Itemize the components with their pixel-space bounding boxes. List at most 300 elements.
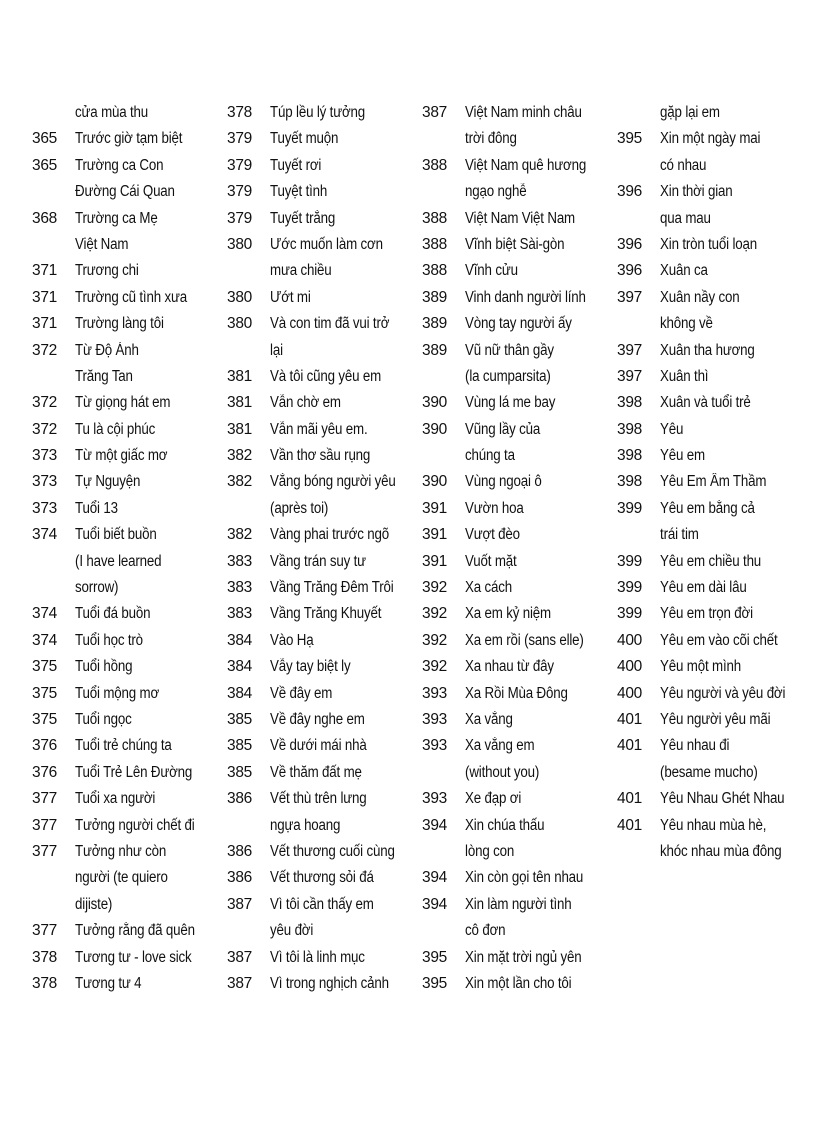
index-entry <box>212 945 419 971</box>
song-title: Vẫn chờ em <box>270 394 341 412</box>
page-number: 379 <box>227 156 252 174</box>
song-title: Trường ca Mẹ <box>75 209 158 227</box>
song-title: sorrow) <box>75 579 119 597</box>
index-entry <box>212 153 419 179</box>
song-title: Xin một lần cho tôi <box>465 974 572 992</box>
song-title: lại <box>270 341 283 359</box>
page-number: 387 <box>227 948 252 966</box>
index-entry <box>212 892 419 918</box>
song-title: Về đây em <box>270 684 333 702</box>
song-title: (I have learned <box>75 552 162 570</box>
page-number: 398 <box>617 473 642 491</box>
song-title: Và tôi cũng yêu em <box>270 367 382 385</box>
song-title: Xa vắng <box>465 710 513 728</box>
song-title: khóc nhau mùa đông <box>660 842 782 860</box>
song-title: Vũ nữ thân gầy <box>465 341 554 359</box>
index-entry <box>17 654 217 680</box>
index-entry <box>17 285 217 311</box>
song-title: Vinh danh người lính <box>465 288 586 306</box>
song-title: yêu đời <box>270 922 314 940</box>
song-title: Xa em rồi (sans elle) <box>465 631 584 649</box>
index-entry <box>17 760 217 786</box>
page-number: 390 <box>422 473 447 491</box>
song-title: Vườn hoa <box>465 499 524 517</box>
page-number: 391 <box>422 526 447 544</box>
song-title: Vầng Trăng Khuyết <box>270 605 382 623</box>
page-number: 397 <box>617 341 642 359</box>
index-entry <box>602 338 809 364</box>
index-entry <box>212 417 419 443</box>
song-title: Và con tim đã vui trở <box>270 315 390 333</box>
index-entry <box>602 285 809 311</box>
page-number: 378 <box>32 948 57 966</box>
index-entry <box>17 681 217 707</box>
index-entry <box>602 206 809 232</box>
page-number: 396 <box>617 262 642 280</box>
page-number: 385 <box>227 737 252 755</box>
page-number: 387 <box>227 895 252 913</box>
index-entry <box>17 865 217 891</box>
page-number <box>407 364 447 390</box>
song-title: Vượt đèo <box>465 526 520 544</box>
page-number: 376 <box>32 763 57 781</box>
song-title: Vết thương cuối cùng <box>270 842 395 860</box>
song-title: Yêu em bằng cả <box>660 499 755 517</box>
song-title: Từ Độ Ánh <box>75 341 139 359</box>
index-entry <box>17 206 217 232</box>
index-entry <box>407 417 609 443</box>
page-number <box>407 839 447 865</box>
song-title: Vầng trán suy tư <box>270 552 366 570</box>
song-title: Trường làng tôi <box>75 315 164 333</box>
page-number: 393 <box>422 790 447 808</box>
page-number: 383 <box>227 579 252 597</box>
index-entry <box>602 153 809 179</box>
page-number <box>17 575 57 601</box>
page-number: 388 <box>422 209 447 227</box>
page-number <box>17 179 57 205</box>
index-entry <box>212 126 419 152</box>
song-title: Tu là cội phúc <box>75 420 156 438</box>
page-number <box>602 760 642 786</box>
index-entry <box>17 575 217 601</box>
page-number: 392 <box>422 579 447 597</box>
index-entry <box>407 153 609 179</box>
page-number <box>212 258 252 284</box>
page-number: 390 <box>422 420 447 438</box>
song-title: Xa Rồi Mùa Đông <box>465 684 568 702</box>
song-title: Xa cách <box>465 579 513 597</box>
index-entry <box>212 839 419 865</box>
index-column-2 <box>212 100 419 997</box>
page-number: 379 <box>227 130 252 148</box>
song-title: Tuổi học trò <box>75 631 143 649</box>
index-entry <box>602 733 809 759</box>
index-entry <box>212 311 419 337</box>
song-title: Vết thù trên lưng <box>270 790 367 808</box>
song-title: Việt Nam Việt Nam <box>465 209 575 227</box>
index-entry <box>602 390 809 416</box>
index-entry <box>407 918 609 944</box>
song-title: Xa nhau từ đây <box>465 658 554 676</box>
song-title: Tuyệt tình <box>270 183 328 201</box>
index-entry <box>17 338 217 364</box>
page-number: 398 <box>617 394 642 412</box>
index-entry <box>212 232 419 258</box>
song-title: ngựa hoang <box>270 816 341 834</box>
index-entry <box>17 733 217 759</box>
page-number: 377 <box>32 816 57 834</box>
song-title: Vòng tay người ấy <box>465 315 572 333</box>
index-entry <box>212 601 419 627</box>
page-number: 377 <box>32 790 57 808</box>
song-title: Xe đạp ơi <box>465 790 522 808</box>
index-entry <box>407 469 609 495</box>
song-title: Tuổi Trẻ Lên Đường <box>75 763 193 781</box>
song-title: Tự Nguyện <box>75 473 141 491</box>
index-column-4 <box>602 100 809 865</box>
song-title: Tuổi biết buồn <box>75 526 157 544</box>
song-title: Vì tôi là linh mục <box>270 948 365 966</box>
page-number: 387 <box>422 104 447 121</box>
index-entry <box>407 865 609 891</box>
index-entry <box>17 496 217 522</box>
song-title: Xin một ngày mai <box>660 130 761 148</box>
index-entry <box>407 549 609 575</box>
index-entry <box>407 601 609 627</box>
song-title: Xin mặt trời ngủ yên <box>465 948 582 966</box>
page-number: 365 <box>32 156 57 174</box>
song-title: Ước muốn làm cơn <box>270 235 383 253</box>
song-title: cô đơn <box>465 922 506 940</box>
page-number: 388 <box>422 235 447 253</box>
index-entry <box>212 654 419 680</box>
index-entry <box>407 575 609 601</box>
index-entry <box>17 839 217 865</box>
song-title: Tuổi xa người <box>75 790 156 808</box>
song-title: Về dưới mái nhà <box>270 737 367 755</box>
song-title: Về đây nghe em <box>270 710 365 728</box>
song-title: Trường cũ tình xưa <box>75 288 187 306</box>
song-title: Tuổi đá buồn <box>75 605 151 623</box>
index-entry <box>407 786 609 812</box>
song-title: Xa vắng em <box>465 737 535 755</box>
page-number: 379 <box>227 209 252 227</box>
song-title: Về thăm đất mẹ <box>270 763 362 781</box>
song-title: cửa mùa thu <box>75 104 149 121</box>
page-number: 396 <box>617 235 642 253</box>
page-number: 372 <box>32 394 57 412</box>
index-entry <box>212 443 419 469</box>
page-number <box>602 839 642 865</box>
song-title: Việt Nam <box>75 235 129 253</box>
page-number <box>602 100 642 126</box>
page-number: 399 <box>617 579 642 597</box>
index-entry <box>212 575 419 601</box>
song-title: Vàng phai trước ngõ <box>270 526 389 544</box>
song-title: Tưởng như còn <box>75 842 167 860</box>
page-number: 394 <box>422 816 447 834</box>
song-title: Vĩnh cửu <box>465 262 518 280</box>
index-entry <box>602 469 809 495</box>
song-title: Yêu em trọn đời <box>660 605 753 623</box>
page-number: 386 <box>227 869 252 887</box>
page-number: 380 <box>227 288 252 306</box>
page-number: 374 <box>32 526 57 544</box>
page-number <box>602 522 642 548</box>
song-title: Tương tư 4 <box>75 974 142 992</box>
page-number: 384 <box>227 658 252 676</box>
song-title: Trương chi <box>75 262 139 280</box>
page-number <box>17 892 57 918</box>
page-number <box>17 549 57 575</box>
song-title: Tuyết rơi <box>270 156 322 174</box>
index-entry <box>407 311 609 337</box>
index-entry <box>407 364 609 390</box>
index-entry <box>407 258 609 284</box>
index-entry <box>407 522 609 548</box>
page-number: 381 <box>227 420 252 438</box>
index-entry <box>212 100 419 126</box>
index-entry <box>17 549 217 575</box>
index-entry <box>17 364 217 390</box>
song-title: Xin còn gọi tên nhau <box>465 869 584 887</box>
page-number <box>407 918 447 944</box>
page-number <box>212 918 252 944</box>
page-number: 396 <box>617 183 642 201</box>
song-title: Xa em kỷ niệm <box>465 605 551 623</box>
song-title: Yêu Em Âm Thầm <box>660 473 767 491</box>
page-number: 372 <box>32 341 57 359</box>
song-title: Từ giọng hát em <box>75 394 171 412</box>
page-number <box>17 232 57 258</box>
song-title: (besame mucho) <box>660 763 758 781</box>
index-entry <box>212 549 419 575</box>
index-entry <box>407 628 609 654</box>
index-entry <box>212 971 419 997</box>
index-entry <box>212 813 419 839</box>
song-title: Tuổi hồng <box>75 658 133 676</box>
index-entry <box>407 654 609 680</box>
page-number: 401 <box>617 710 642 728</box>
page-number: 380 <box>227 315 252 333</box>
index-entry <box>17 417 217 443</box>
index-entry <box>602 654 809 680</box>
index-entry <box>602 760 809 786</box>
index-entry <box>17 945 217 971</box>
song-title: Xuân tha hương <box>660 341 755 359</box>
page-number: 392 <box>422 631 447 649</box>
page-number <box>602 206 642 232</box>
index-entry <box>407 285 609 311</box>
song-title: gặp lại em <box>660 104 720 121</box>
song-title: Yêu người và yêu đời <box>660 684 786 702</box>
song-title: Trường ca Con <box>75 156 164 174</box>
song-title: Tưởng rằng đã quên <box>75 922 195 940</box>
song-title: Vầng Trăng Đêm Trôi <box>270 579 394 597</box>
page-number: 371 <box>32 288 57 306</box>
song-title: Vuốt mặt <box>465 552 517 570</box>
index-entry <box>407 206 609 232</box>
page-number: 401 <box>617 790 642 808</box>
page-number: 375 <box>32 710 57 728</box>
song-title: trái tim <box>660 526 699 544</box>
page-number <box>212 496 252 522</box>
song-title: Vũng lầy của <box>465 420 541 438</box>
page-number: 394 <box>422 895 447 913</box>
page-number <box>602 311 642 337</box>
page-number: 378 <box>227 104 252 121</box>
page-number: 401 <box>617 816 642 834</box>
song-title: Ướt mi <box>270 288 311 306</box>
page-number: 386 <box>227 790 252 808</box>
song-title: Tuổi ngọc <box>75 710 132 728</box>
index-entry <box>602 496 809 522</box>
page-number: 397 <box>617 288 642 306</box>
index-entry <box>602 786 809 812</box>
index-entry <box>212 918 419 944</box>
song-title: Tương tư - love sick <box>75 948 192 966</box>
page-number: 399 <box>617 552 642 570</box>
index-entry <box>17 628 217 654</box>
page-number: 391 <box>422 552 447 570</box>
page-number: 368 <box>32 209 57 227</box>
page-number: 379 <box>227 183 252 201</box>
page-number <box>212 813 252 839</box>
page-number: 389 <box>422 288 447 306</box>
page-number: 394 <box>422 869 447 887</box>
page-number: 375 <box>32 658 57 676</box>
page-number: 388 <box>422 262 447 280</box>
index-entry <box>17 601 217 627</box>
song-title: Xuân ca <box>660 262 708 280</box>
page-number: 374 <box>32 605 57 623</box>
song-title: dijiste) <box>75 895 113 913</box>
song-title: Xin thời gian <box>660 183 733 201</box>
index-entry <box>212 707 419 733</box>
page-number: 395 <box>422 948 447 966</box>
page-number: 365 <box>32 130 57 148</box>
song-title: qua mau <box>660 209 711 227</box>
index-entry <box>212 760 419 786</box>
index-entry <box>407 681 609 707</box>
index-entry <box>602 839 809 865</box>
song-title: (without you) <box>465 763 540 781</box>
index-entry <box>17 443 217 469</box>
index-entry <box>407 496 609 522</box>
index-entry <box>17 971 217 997</box>
song-title: Tuyết trắng <box>270 209 336 227</box>
song-title: Vẫy tay biệt ly <box>270 658 351 676</box>
page-number: 381 <box>227 394 252 412</box>
page-number: 397 <box>617 367 642 385</box>
song-title: Tuổi mộng mơ <box>75 684 160 702</box>
index-entry <box>407 179 609 205</box>
page-number <box>17 865 57 891</box>
index-entry <box>17 522 217 548</box>
index-entry <box>212 681 419 707</box>
index-entry <box>407 839 609 865</box>
song-title: Vì tôi cần thấy em <box>270 895 374 913</box>
page-number: 390 <box>422 394 447 412</box>
page-number <box>602 153 642 179</box>
index-entry <box>602 417 809 443</box>
page-number <box>17 100 57 126</box>
page-number: 399 <box>617 499 642 517</box>
index-entry <box>602 575 809 601</box>
song-title: Xuân thì <box>660 367 709 385</box>
song-title: ngạo nghễ <box>465 183 527 201</box>
song-title: Yêu em dài lâu <box>660 579 747 597</box>
index-entry <box>212 733 419 759</box>
index-entry <box>17 390 217 416</box>
song-title: Vẫn mãi yêu em. <box>270 420 368 438</box>
song-title: Vắng bóng người yêu <box>270 473 396 491</box>
page-number: 382 <box>227 526 252 544</box>
song-title: chúng ta <box>465 447 515 465</box>
page-number: 392 <box>422 658 447 676</box>
index-entry <box>602 364 809 390</box>
index-entry <box>212 469 419 495</box>
index-entry <box>17 813 217 839</box>
page-number: 391 <box>422 499 447 517</box>
song-title: Vào Hạ <box>270 631 314 649</box>
page-number: 385 <box>227 763 252 781</box>
index-entry <box>17 918 217 944</box>
page-number: 393 <box>422 710 447 728</box>
index-entry <box>212 522 419 548</box>
song-title: Tưởng người chết đi <box>75 816 195 834</box>
page-number: 381 <box>227 367 252 385</box>
index-entry <box>212 206 419 232</box>
song-title: Yêu em chiều thu <box>660 552 762 570</box>
page-number: 387 <box>227 974 252 992</box>
page-number: 393 <box>422 737 447 755</box>
page-number: 389 <box>422 315 447 333</box>
index-entry <box>602 311 809 337</box>
index-entry <box>602 707 809 733</box>
page-number: 377 <box>32 922 57 940</box>
page-number: 376 <box>32 737 57 755</box>
page-number: 395 <box>617 130 642 148</box>
index-entry <box>602 179 809 205</box>
page-number: 373 <box>32 473 57 491</box>
page-number: 373 <box>32 499 57 517</box>
page-number: 384 <box>227 684 252 702</box>
index-entry <box>17 469 217 495</box>
index-entry <box>602 258 809 284</box>
page-number <box>17 364 57 390</box>
index-entry <box>407 892 609 918</box>
index-entry <box>212 179 419 205</box>
song-title: Tuyết muộn <box>270 130 339 148</box>
index-entry <box>212 258 419 284</box>
page-number: 400 <box>617 658 642 676</box>
song-title: Vần thơ sầu rụng <box>270 447 371 465</box>
index-entry <box>407 126 609 152</box>
page-number: 388 <box>422 156 447 174</box>
index-entry <box>602 628 809 654</box>
index-entry <box>407 707 609 733</box>
page-number: 398 <box>617 447 642 465</box>
song-title: Xuân nầy con <box>660 288 740 306</box>
index-column-1 <box>17 100 217 997</box>
song-title: trời đông <box>465 130 517 148</box>
index-entry <box>212 865 419 891</box>
song-title: (la cumparsita) <box>465 367 551 385</box>
index-entry <box>17 892 217 918</box>
page-number <box>212 338 252 364</box>
